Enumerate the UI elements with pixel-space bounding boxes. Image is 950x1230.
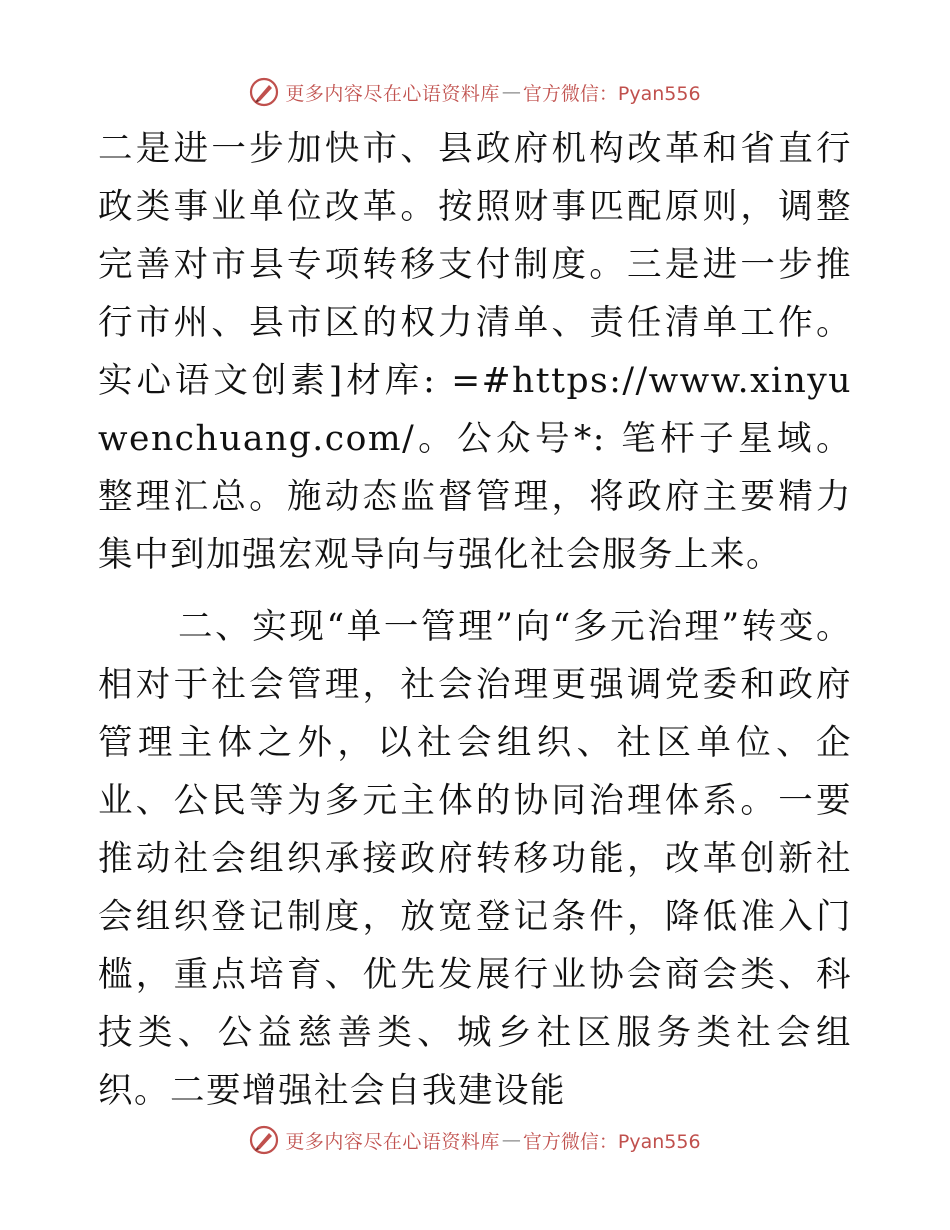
header-site-text: 更多内容尽在心语资料库 [285,82,500,105]
header-watermark [0,72,950,112]
footer-wechat-text: 官方微信：Pyan556 [522,1130,701,1153]
document-body [98,120,852,1120]
footer-watermark [0,1120,950,1160]
footer-dash: — [501,1129,521,1151]
header-wechat-text: 官方微信：Pyan556 [522,82,701,105]
paragraph-1: 二是进一步加快市、县政府机构改革和省直行政类事业单位改革。按照财事匹配原则，调整完善对市县专项转移支付制度。三是进一步推行市州、县市区的权力清单、责任清单工作。实心语文创素]材库: =#https://www.xinyuwenchuang.com/。公众号*: 笔杆子星域。整理汇总。施动态监督管理，将政府主要精力集中到加强宏观导向与强化社会服务上来。 [98,129,852,575]
pen-logo-icon [249,77,279,107]
header-dash: — [501,81,521,103]
paragraph-2: 二、实现“单一管理”向“多元治理”转变。相对于社会管理，社会治理更强调党委和政府管理主体之外，以社会组织、社区单位、企业、公民等为多元主体的协同治理体系。一要推动社会组织承接政府转移功能，改革创新社会组织登记制度，放宽登记条件，降低准入门槛，重点培育、优先发展行业协会商会类、科技类、公益慈善类、城乡社区服务类社会组织。二要增强社会自我建设能 [98,607,852,1111]
footer-site-text: 更多内容尽在心语资料库 [285,1130,500,1153]
pen-logo-icon [249,1125,279,1155]
